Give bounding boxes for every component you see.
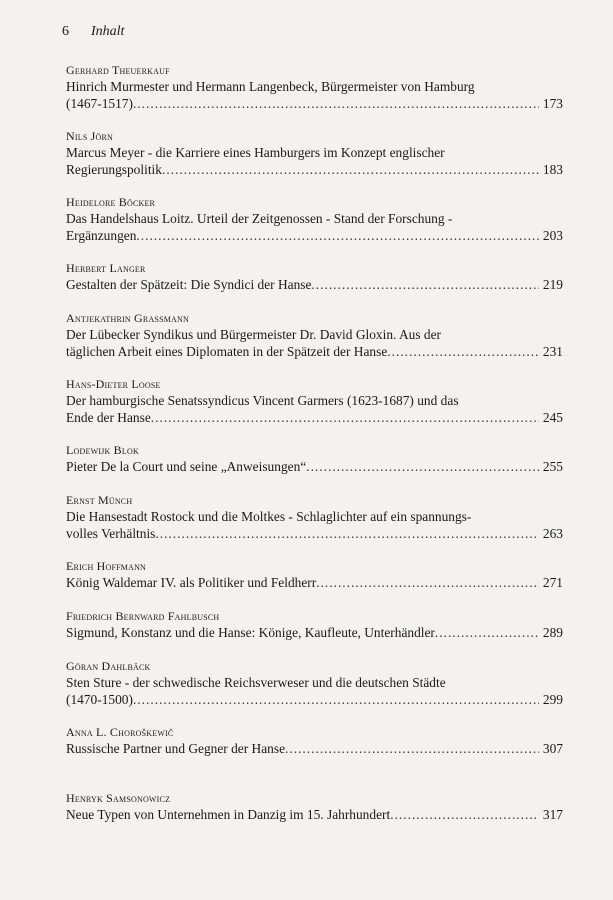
entry-page-number: 289 <box>542 625 563 640</box>
entry-title-last-line <box>66 95 563 112</box>
entry-author: Henryk Samsonowicz <box>66 791 171 805</box>
toc-entry <box>66 194 563 244</box>
entry-title-text: Gestalten der Spätzeit: Die Syndici der Hanse <box>66 277 312 292</box>
entry-title-line: Der hamburgische Senatssyndicus Vincent Garmers (1623-1687) und das <box>66 393 459 408</box>
entry-page-number: 173 <box>542 96 563 111</box>
entry-page-number: 263 <box>542 526 563 541</box>
toc-entry <box>66 492 563 542</box>
entry-title-line: Die Hansestadt Rostock und die Moltkes - Schlaglichter auf ein spannungs- <box>66 509 472 524</box>
toc-entry <box>66 790 563 823</box>
entry-title-line: Der Lübecker Syndikus und Bürgermeister Dr. David Gloxin. Aus der <box>66 327 441 342</box>
entry-page-number: 317 <box>542 807 563 822</box>
entry-author: Herbert Langer <box>66 261 146 275</box>
entry-title-last-line <box>66 227 563 244</box>
page-number: 6 <box>62 24 69 39</box>
entry-title-last-line <box>66 806 563 823</box>
entry-title-last-line <box>66 343 563 360</box>
entry-title-line: Sten Sture - der schwedische Reichsverweser und die deutschen Städte <box>66 675 446 690</box>
dot-leader <box>387 343 539 360</box>
entry-author: Heidelore Böcker <box>66 195 156 209</box>
entry-page-number: 299 <box>542 692 563 707</box>
entry-title-last-line <box>66 525 563 542</box>
dot-leader <box>151 409 539 426</box>
dot-leader <box>316 574 539 591</box>
toc-entry <box>66 62 563 112</box>
dot-leader <box>155 525 539 542</box>
toc-entry <box>66 608 563 641</box>
dot-leader <box>136 227 539 244</box>
dot-leader <box>133 95 539 112</box>
entry-title-text: König Waldemar IV. als Politiker und Feldherr <box>66 575 317 590</box>
entry-title-last-line <box>66 574 563 591</box>
dot-leader <box>435 624 539 641</box>
entry-title-last-line <box>66 409 563 426</box>
running-title: Inhalt <box>91 24 125 39</box>
dot-leader <box>162 161 539 178</box>
entry-author: Nils Jörn <box>66 129 114 143</box>
toc-entry <box>66 310 563 360</box>
entry-page-number: 231 <box>542 344 563 359</box>
entry-title-last-line <box>66 691 563 708</box>
entry-page-number: 245 <box>542 410 563 425</box>
entry-title-last-line <box>66 624 563 641</box>
entry-author: Ernst Münch <box>66 493 133 507</box>
dot-leader <box>306 458 539 475</box>
entry-author: Gerhard Theuerkauf <box>66 63 170 77</box>
dot-leader <box>390 806 539 823</box>
entry-title-text: Regierungspolitik <box>66 162 162 177</box>
entry-title-text: Sigmund, Konstanz und die Hanse: Könige, Kaufleute, Unterhändler <box>66 625 435 640</box>
entry-title-text: Ergänzungen <box>66 228 137 243</box>
toc-entry <box>66 658 563 708</box>
entry-author: Erich Hoffmann <box>66 559 147 573</box>
entry-title-last-line <box>66 458 563 475</box>
entry-author: Anna L. Choroškewič <box>66 725 174 739</box>
entry-page-number: 255 <box>542 459 563 474</box>
entry-title-line: Hinrich Murmester und Hermann Langenbeck, Bürgermeister von Hamburg <box>66 79 475 94</box>
entry-title-text: (1470-1500) <box>66 692 133 707</box>
entry-author: Hans-Dieter Loose <box>66 377 161 391</box>
page-header <box>62 24 124 40</box>
entry-title-text: Russische Partner und Gegner der Hanse <box>66 741 286 756</box>
toc-entry <box>66 558 563 591</box>
entry-title-line: Marcus Meyer - die Karriere eines Hamburgers im Konzept englischer <box>66 145 445 160</box>
entry-author: Antjekathrin Grassmann <box>66 311 189 325</box>
entry-page-number: 203 <box>542 228 563 243</box>
dot-leader <box>133 691 539 708</box>
entry-author: Lodewijk Blok <box>66 443 139 457</box>
entry-title-last-line <box>66 276 563 293</box>
entry-page-number: 307 <box>542 741 563 756</box>
toc-entry <box>66 260 563 293</box>
toc-entry <box>66 376 563 426</box>
entry-title-text: Neue Typen von Unternehmen in Danzig im 15. Jahrhundert <box>66 807 391 822</box>
entry-title-text: täglichen Arbeit eines Diplomaten in der Spätzeit der Hanse <box>66 344 388 359</box>
entry-page-number: 219 <box>542 277 563 292</box>
toc-entry <box>66 724 563 757</box>
dot-leader <box>285 740 539 757</box>
toc-entry <box>66 128 563 178</box>
entry-title-last-line <box>66 161 563 178</box>
dot-leader <box>311 276 538 293</box>
entry-author: Friedrich Bernward Fahlbusch <box>66 609 220 623</box>
entry-title-text: Ende der Hanse <box>66 410 151 425</box>
entry-title-last-line <box>66 740 563 757</box>
toc-entry <box>66 442 563 475</box>
entry-title-text: volles Verhältnis <box>66 526 156 541</box>
entry-title-text: (1467-1517) <box>66 96 133 111</box>
entry-author: Göran Dahlbäck <box>66 659 151 673</box>
entry-page-number: 271 <box>542 575 563 590</box>
entry-page-number: 183 <box>542 162 563 177</box>
entry-title-text: Pieter De la Court und seine „Anweisungen“ <box>66 459 307 474</box>
entry-title-line: Das Handelshaus Loitz. Urteil der Zeitgenossen - Stand der Forschung - <box>66 211 453 226</box>
